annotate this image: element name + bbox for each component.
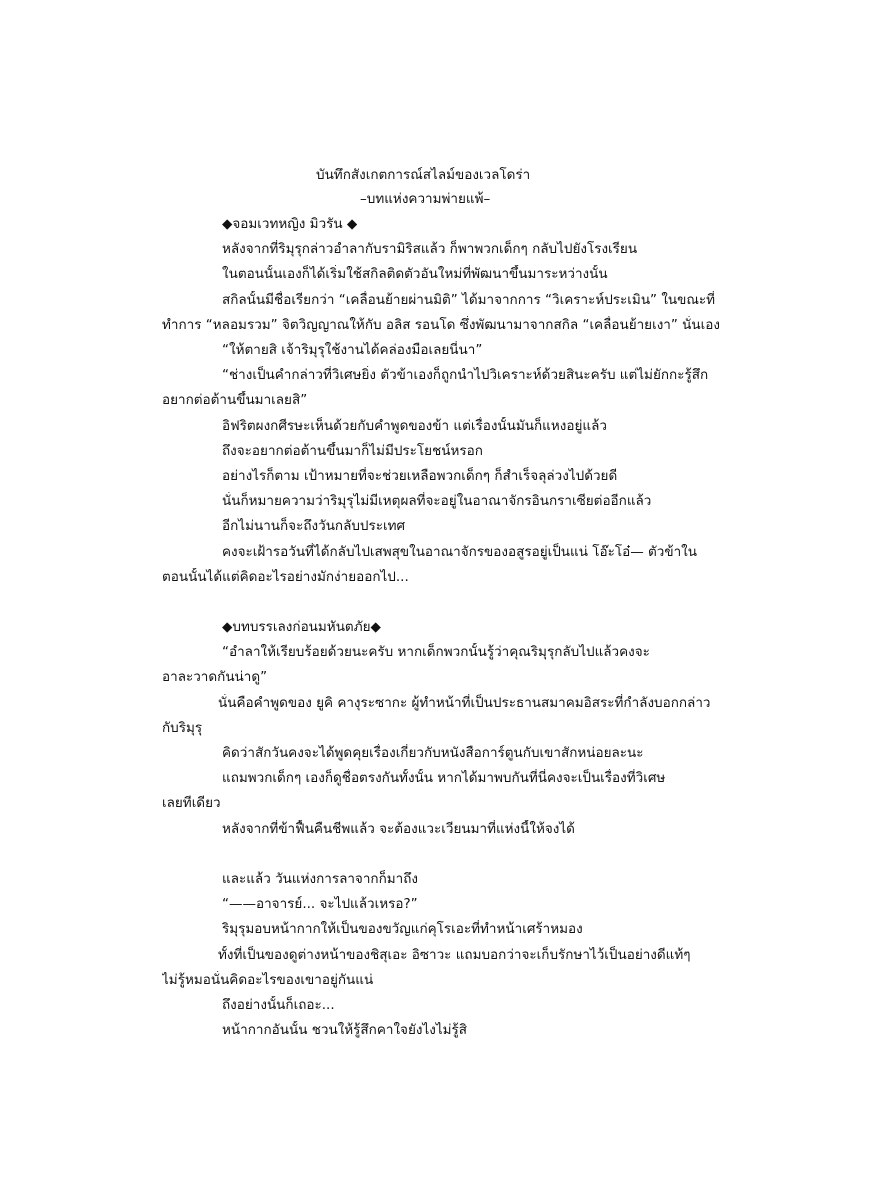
paragraph-line: ในตอนนั้นเองก็ได้เริ่มใช้สกิลติดตัวอันใหม่ที่พัฒนาขึ้นมาระหว่างนั้น (222, 266, 608, 282)
paragraph-line: ทั้งที่เป็นของดูต่างหน้าของชิสุเอะ อิซาวะ แถมบอกว่าจะเก็บรักษาไว้เป็นอย่างดีแท้ๆ (218, 947, 691, 963)
paragraph-line: อิฟริตผงกศีรษะเห็นด้วยกับคำพูดของข้า แต่เรื่องนั้นมันก็แหงอยู่แล้ว (222, 418, 607, 434)
paragraph-line: กับริมุรุ (162, 720, 203, 736)
paragraph-line: คิดว่าสักวันคงจะได้พูดคุยเรื่องเกี่ยวกับหนังสือการ์ตูนกับเขาสักหน่อยละนะ (222, 745, 644, 761)
paragraph-line: อีกไม่นานก็จะถึงวันกลับประเทศ (222, 518, 406, 534)
paragraph-line: หน้ากากอันนั้น ชวนให้รู้สึกคาใจยังไงไม่รู้สิ (222, 1022, 468, 1038)
paragraph-line: หลังจากที่ข้าฟื้นคืนชีพแล้ว จะต้องแวะเวียนมาที่แห่งนี้ให้จงได้ (222, 821, 575, 837)
paragraph-line: อย่างไรก็ตาม เป้าหมายที่จะช่วยเหลือพวกเด็กๆ ก็สำเร็จลุล่วงไปด้วยดี (222, 468, 618, 484)
paragraph-line: อาละวาดกันน่าดู” (162, 669, 268, 685)
document-subtitle: –บทแห่งความพ่ายแพ้– (360, 191, 491, 207)
paragraph-line: สกิลนั้นมีชื่อเรียกว่า “เคลื่อนย้ายผ่านมิติ” ได้มาจากการ “วิเคราะห์ประเมิน” ในขณะที่ (222, 292, 716, 308)
paragraph-line: ริมุรุมอบหน้ากากให้เป็นของขวัญแก่คุโรเอะที่ทำหน้าเศร้าหมอง (222, 921, 583, 937)
section-heading: ◆บทบรรเลงก่อนมหันตภัย◆ (222, 619, 381, 635)
section-heading: ◆จอมเวทหญิง มิวรัน ◆ (222, 216, 358, 232)
paragraph-line: นั่นก็หมายความว่าริมุรุไม่มีเหตุผลที่จะอยู่ในอาณาจักรอินกราเซียต่ออีกแล้ว (222, 493, 652, 509)
paragraph-line: “อำลาให้เรียบร้อยด้วยนะครับ หากเด็กพวกนั้นรู้ว่าคุณริมุรุกลับไปแล้วคงจะ (222, 644, 650, 660)
paragraph-line: หลังจากที่ริมุรุกล่าวอำลากับรามิริสแล้ว ก็พาพวกเด็กๆ กลับไปยังโรงเรียน (222, 241, 638, 257)
paragraph-line: คงจะเฝ้ารอวันที่ได้กลับไปเสพสุขในอาณาจักรของอสูรอยู่เป็นแน่ โอ๊ะโอ๋— ตัวข้าใน (222, 544, 697, 560)
paragraph-line: ตอนนั้นได้แต่คิดอะไรอย่างมักง่ายออกไป... (162, 569, 409, 585)
paragraph-line: อยากต่อต้านขึ้นมาเลยสิ” (162, 392, 308, 408)
paragraph-line: “ช่างเป็นคำกล่าวที่วิเศษยิ่ง ตัวข้าเองก็ถูกนำไปวิเคราะห์ด้วยสินะครับ แต่ไม่ยักกะรู้สึก (222, 367, 709, 383)
paragraph-line: “——อาจารย์... จะไปแล้วเหรอ?” (222, 896, 418, 912)
paragraph-line: และแล้ว วันแห่งการลาจากก็มาถึง (222, 871, 419, 887)
paragraph-line: ถึงจะอยากต่อต้านขึ้นมาก็ไม่มีประโยชน์หรอก (222, 443, 483, 459)
paragraph-line: ไม่รู้หมอนั่นคิดอะไรของเขาอยู่กันแน่ (162, 972, 374, 988)
paragraph-line: เลยทีเดียว (162, 795, 221, 811)
document-title: บันทึกสังเกตการณ์สไลม์ของเวลโดร่า (316, 167, 531, 183)
paragraph-line: นั่นคือคำพูดของ ยูคิ คางุระซากะ ผู้ทำหน้าที่เป็นประธานสมาคมอิสระที่กำลังบอกกล่าว (218, 695, 711, 711)
paragraph-line: แถมพวกเด็กๆ เองก็ดูชื่อตรงกันทั้งนั้น หากได้มาพบกันที่นี่คงจะเป็นเรื่องที่วิเศษ (222, 770, 666, 786)
paragraph-line: “ให้ตายสิ เจ้าริมุรุใช้งานได้คล่องมือเลยนี่นา” (222, 342, 483, 358)
paragraph-line: ทำการ “หลอมรวม” จิตวิญญาณให้กับ อลิส รอนโด ซึ่งพัฒนามาจากสกิล “เคลื่อนย้ายเงา” นั่นเอง (162, 317, 720, 333)
paragraph-line: ถึงอย่างนั้นก็เถอะ... (222, 997, 335, 1013)
